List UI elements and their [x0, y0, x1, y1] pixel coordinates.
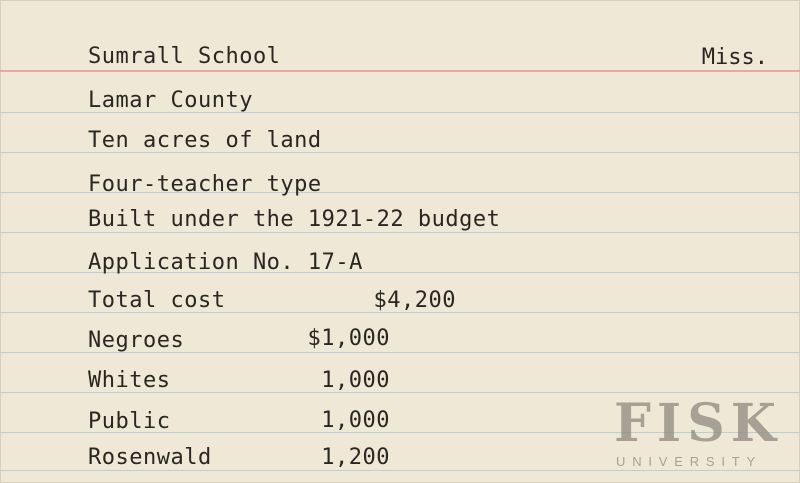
budget-year: Built under the 1921-22 budget: [88, 207, 501, 232]
application-number: Application No. 17-A: [88, 250, 363, 275]
county: Lamar County: [88, 88, 253, 113]
state-abbrev: Miss.: [701, 45, 768, 70]
building-type: Four-teacher type: [88, 172, 322, 197]
fisk-university-logo: [614, 393, 794, 474]
logo-wordmark: FISK: [614, 393, 782, 454]
header-rule: [0, 70, 800, 72]
school-name: Sumrall School: [88, 44, 281, 69]
funding-label: Rosenwald: [88, 445, 212, 470]
funding-label: Whites: [88, 368, 171, 393]
total-cost-label: Total cost: [88, 288, 226, 313]
funding-value: 1,000: [321, 368, 390, 393]
total-cost-value: $4,200: [373, 288, 456, 313]
funding-label: Negroes: [88, 328, 185, 353]
ruled-line: [0, 232, 800, 233]
funding-label: Public: [88, 409, 171, 434]
land: Ten acres of land: [88, 128, 322, 153]
funding-value: 1,200: [321, 445, 390, 470]
funding-value: 1,000: [321, 408, 390, 433]
logo-subtitle: UNIVERSITY: [616, 454, 763, 469]
funding-value: $1,000: [307, 326, 390, 351]
